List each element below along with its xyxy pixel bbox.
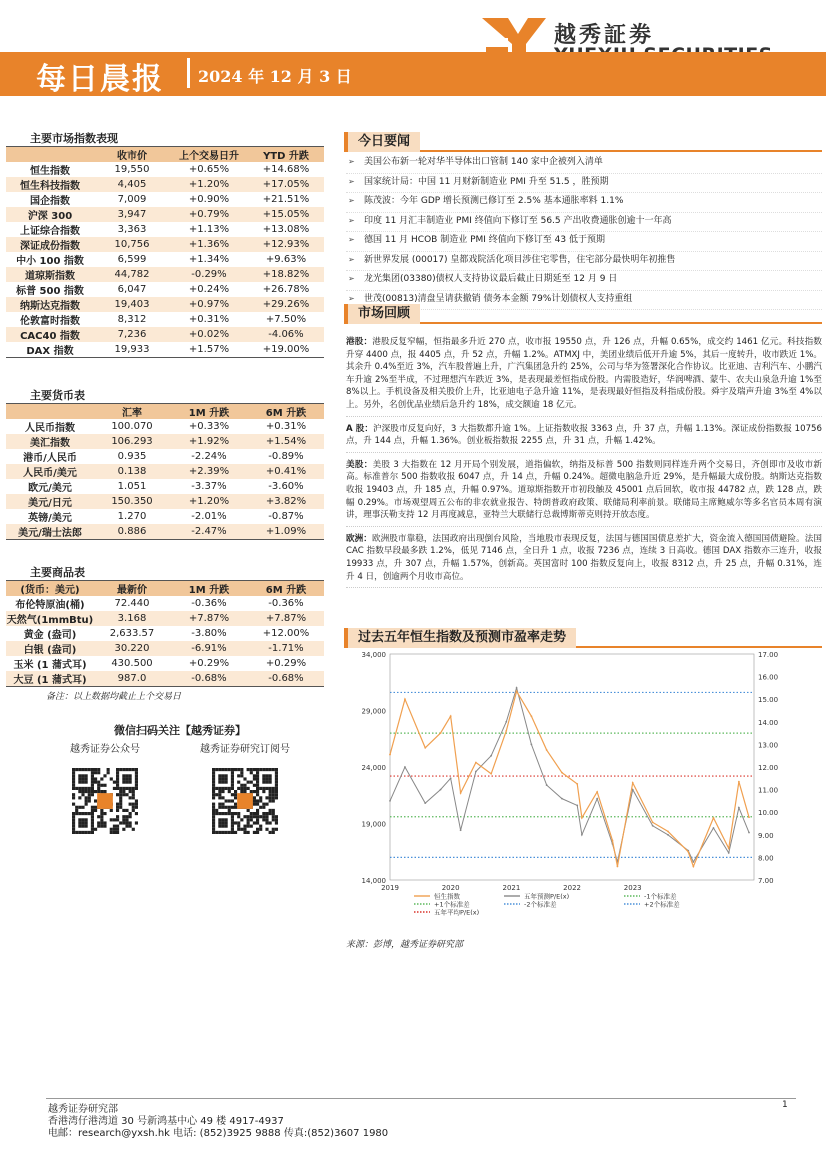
table-row <box>6 312 324 327</box>
cell-value: +21.51% <box>262 194 310 205</box>
cell-value: -1.71% <box>248 641 324 656</box>
table-row <box>6 641 324 656</box>
hsi-series-line-point <box>475 762 477 764</box>
chart-title: 过去五年恒生指数及预测市盈率走势 <box>344 628 576 648</box>
row-label: 白银 (盎司) <box>6 641 94 656</box>
review-text: 欧洲股市靠稳，法国政府出现倒台风险，当地股市表现反复，法国与德国国债息差扩大，资金流入德国国债避险。法国 CAC 指数早段最多跌 1.2%，低见 7146 点，全日升 1 点，收报 7236 点，连续 3 日高收。德国 DAX 指数亦三连升，收报 19933 点，升 307 点，升幅 1.57%，创新高。英国富时 100 指数反复向上，收报 8312 点，升 25 点，升幅 0.31%，连升 4 日，创逾两个月收市高位。 <box>346 533 822 582</box>
cell-value: +17.05% <box>248 177 324 192</box>
row-label: 伦敦富时指数 <box>20 316 80 327</box>
table-row <box>6 297 324 312</box>
cell-value: 8,312 <box>117 314 147 325</box>
table-row <box>6 449 324 464</box>
cell-value: 3,947 <box>94 207 170 222</box>
row-label: 美元/日元 <box>6 494 94 509</box>
pe-series-line-point <box>404 766 406 768</box>
cell-value: 19,403 <box>94 297 170 312</box>
table-note: 备注：以上数据均截止上个交易日 <box>46 692 182 702</box>
qr-section-title: 微信扫码关注【越秀证券】 <box>114 724 246 737</box>
review-title: 市场回顾 <box>344 304 420 324</box>
cell-value: -2.01% <box>191 511 227 522</box>
y-right-tick-label: 9.00 <box>758 831 774 840</box>
footer-contact: 电邮：research@yxsh.hk 电话: (852)3925 9888 传真:(852)3607 1980 <box>48 1128 389 1139</box>
hsi-series-line-point <box>460 792 462 794</box>
table-row <box>6 207 324 222</box>
cell-value: +0.41% <box>248 464 324 479</box>
column-header: (货币：美元) <box>6 581 94 597</box>
pe-series-line-point <box>490 755 492 757</box>
pe-series-line-point <box>692 861 694 863</box>
review-header <box>344 304 822 324</box>
hsi-series-line-point <box>713 817 715 819</box>
hsi-series-line-point <box>687 851 689 853</box>
row-label: 布伦特原油(桶) <box>15 600 85 611</box>
table-row <box>6 464 324 479</box>
chart-source: 来源：彭博，越秀证券研究部 <box>346 940 464 950</box>
cell-value: +1.36% <box>170 237 248 252</box>
commodity-table-title: 主要商品表 <box>30 566 85 579</box>
review-text: 沪深股市反复向好，3 大指数都升逾 1%。上证指数收报 3363 点，升 37 点，升幅 1.13%。深证成份指数报 10756 点，升 144 点，升幅 1.36%。创业板指数报 2255 点，升 31 点，升幅 1.42%。 <box>346 423 822 447</box>
news-list <box>346 154 822 310</box>
column-header: 6M 升跌 <box>248 404 324 420</box>
y-right-tick-label: 15.00 <box>758 696 779 705</box>
table-row <box>6 611 324 626</box>
pe-series-line-point <box>596 798 598 800</box>
pe-series-line-point <box>450 777 452 779</box>
cell-value: -2.24% <box>191 451 227 462</box>
x-tick-label: 2020 <box>441 884 460 892</box>
y-right-tick-label: 17.00 <box>758 651 779 659</box>
table-row <box>6 596 324 611</box>
table-row <box>6 509 324 524</box>
table-row <box>6 671 324 687</box>
legend-label: +2个标准差 <box>644 900 680 909</box>
cell-value: +3.82% <box>248 494 324 509</box>
commodity-table <box>6 580 324 687</box>
cell-value: 0.886 <box>94 524 170 540</box>
footer <box>48 1104 388 1140</box>
hsi-series-line-point <box>612 840 614 842</box>
table-row <box>6 282 324 297</box>
cell-value: +0.29% <box>188 658 230 669</box>
row-label: 人民币/美元 <box>6 464 94 479</box>
cell-value: +0.02% <box>170 327 248 342</box>
y-left-tick-label: 29,000 <box>361 707 386 716</box>
review-label: 美股： <box>346 459 373 470</box>
footer-divider <box>46 1098 796 1099</box>
cell-value: 19,550 <box>114 164 150 175</box>
cell-value: -0.29% <box>170 267 248 282</box>
column-header: 1M 升跌 <box>170 581 248 597</box>
chart-header <box>344 628 822 648</box>
index-table-title: 主要市场指数表现 <box>30 132 118 145</box>
pe-series-line-point <box>713 827 715 829</box>
hsi-series-line-point <box>652 821 654 823</box>
legend-label: 五年平均P/E(x) <box>434 908 480 917</box>
pe-series-line-point <box>652 825 654 827</box>
table-row <box>6 524 324 540</box>
hsi-series-line-point <box>404 698 406 700</box>
news-title: 今日要闻 <box>344 132 420 152</box>
y-left-tick-label: 14,000 <box>361 877 386 885</box>
row-label: 上证综合指数 <box>20 226 80 237</box>
y-right-tick-label: 16.00 <box>758 673 779 682</box>
y-left-tick-label: 19,000 <box>361 820 386 829</box>
cell-value: +1.54% <box>248 434 324 449</box>
row-label: 欧元/美元 <box>28 483 72 494</box>
news-item[interactable]: ➢ 美国公布新一轮对华半导体出口管制 140 家中企被列入清单 <box>346 154 822 174</box>
cell-value: +9.63% <box>265 254 307 265</box>
news-item[interactable]: ➢ 新世界发展 (00017) 皇都戏院活化项目涉住宅零售，住宅部分最快明年初推售 <box>346 252 822 272</box>
cell-value: +1.09% <box>248 524 324 540</box>
cell-value: +15.05% <box>248 207 324 222</box>
y-right-tick-label: 10.00 <box>758 809 779 818</box>
cell-value: +12.00% <box>262 628 310 639</box>
cell-value: 30.220 <box>94 641 170 656</box>
cell-value: 10,756 <box>94 237 170 252</box>
pe-series-line-point <box>576 805 578 807</box>
review-label: 港股： <box>346 337 373 347</box>
cell-value: 3,363 <box>117 224 147 235</box>
news-item[interactable]: ➢ 龙光集团(03380)债权人支持协议最后截止日期延至 12 月 9 日 <box>346 271 822 291</box>
table-row <box>6 494 324 509</box>
row-label: 国企指数 <box>30 196 70 207</box>
cell-value: 7,009 <box>117 194 147 205</box>
column-header: 收市价 <box>94 147 170 163</box>
hsi-series-line-point <box>581 817 583 819</box>
row-label: 纳斯达克指数 <box>6 297 94 312</box>
column-header <box>6 404 94 420</box>
cell-value: 987.0 <box>94 671 170 687</box>
cell-value: -3.60% <box>268 481 304 492</box>
hsi-series-line-point <box>450 715 452 717</box>
table-row <box>6 342 324 358</box>
cell-value: +26.78% <box>262 284 310 295</box>
hsi-series-line-point <box>561 772 563 774</box>
title-separator <box>187 58 190 88</box>
review-paragraph <box>346 459 822 527</box>
row-label: 美元/瑞士法郎 <box>6 524 94 540</box>
fx-table-title: 主要货币表 <box>30 389 85 402</box>
fx-table <box>6 403 324 540</box>
hsi-series-line-point <box>632 782 634 784</box>
row-label: 深证成份指数 <box>6 237 94 252</box>
y-right-tick-label: 11.00 <box>758 786 779 795</box>
table-row <box>6 267 324 282</box>
cell-value: 1.051 <box>117 481 147 492</box>
hsi-series-line-point <box>546 749 548 751</box>
cell-value: +0.79% <box>170 207 248 222</box>
cell-value: +14.68% <box>262 164 310 175</box>
table-row <box>6 434 324 449</box>
x-tick-label: 2023 <box>623 884 642 892</box>
cell-value: 100.070 <box>111 421 153 432</box>
pe-series-line-point <box>667 834 669 836</box>
cell-value: +0.31% <box>265 421 307 432</box>
row-label: 天然气(1mmBtu) <box>6 611 94 626</box>
y-right-tick-label: 12.00 <box>758 764 779 772</box>
cell-value: -0.68% <box>248 671 324 687</box>
legend-label: -1个标准差 <box>644 892 677 901</box>
pe-series-line-point <box>581 834 583 836</box>
pe-series-line-point <box>728 852 730 854</box>
x-tick-label: 2021 <box>502 884 521 892</box>
column-header: 汇率 <box>94 404 170 420</box>
x-tick-label: 2022 <box>563 884 581 892</box>
table-row <box>6 237 324 252</box>
cell-value: +0.97% <box>170 297 248 312</box>
cell-value: -3.37% <box>191 481 227 492</box>
legend-label: -2个标准差 <box>524 900 557 909</box>
hsi-series-line-point <box>596 791 598 793</box>
cell-value: -0.89% <box>268 451 304 462</box>
cell-value: -3.80% <box>191 628 227 639</box>
cell-value: 0.935 <box>117 451 147 462</box>
row-label: 人民币指数 <box>25 423 75 434</box>
cell-value: -0.36% <box>268 598 304 609</box>
table-row <box>6 177 324 192</box>
cell-value: +0.31% <box>188 314 230 325</box>
x-tick-label: 2019 <box>381 884 399 892</box>
hsi-series-line-point <box>667 831 669 833</box>
column-header: 最新价 <box>94 581 170 597</box>
cell-value: 1.270 <box>117 511 147 522</box>
pe-series-line-point <box>505 721 507 723</box>
pe-series-line-point <box>440 789 442 791</box>
page-number: 1 <box>782 1100 788 1110</box>
news-item[interactable]: ➢ 国家统计局：中国 11 月财新制造业 PMI 升至 51.5 ，胜预期 <box>346 174 822 194</box>
cell-value: +0.33% <box>188 421 230 432</box>
legend-label: +1个标准差 <box>434 900 470 909</box>
hsi-series-line-point <box>424 747 426 749</box>
cell-value: +1.57% <box>188 344 230 355</box>
review-text: 港股反复窄幅，恒指最多升近 270 点，收市报 19550 点，升 126 点，升幅 0.65%，成交约 1461 亿元。科技指数升穿 4400 点，报 4405 点，升 52 点，升幅 1.2%。ATMXJ 中，美团业绩后低开升逾 5%，其后一度转升，收市跌近 1%。其余升 0.4%至近 3%，汽车股普遍上升，广汽集团急升约 25%，公司与华为签署深化合作协议。比亚迪、吉利汽车、小鹏汽车升逾 2%至半成，不过理想汽车跌近 3%，是表现最差恒指成份股。内需股造好，华润啤酒、蒙牛、农夫山泉急升逾 1%至 8%以上。手机设备及相关股价上升，比亚迪电子急升逾 11%，是表现最好恒指及科指成份股。舜宇及瑞声升逾 3%至 4%以上。另外，名创优品业绩后急升约 18%，成交额逾 18 亿元。 <box>346 337 822 410</box>
cell-value: +1.20% <box>170 494 248 509</box>
news-item[interactable]: ➢ 德国 11 月 HCOB 制造业 PMI 终值向下修订至 43 低于预期 <box>346 232 822 252</box>
cell-value: 3.168 <box>94 611 170 626</box>
pe-series-line-point <box>475 771 477 773</box>
hsi-series-line-point <box>389 754 391 756</box>
cell-value: -0.36% <box>191 598 227 609</box>
cell-value: +1.20% <box>170 177 248 192</box>
pe-series-line-point <box>748 832 750 834</box>
row-label: 大豆 (1 蒲式耳) <box>6 671 94 687</box>
header-band <box>0 52 826 96</box>
cell-value: +7.87% <box>170 611 248 626</box>
cell-value: +18.82% <box>248 267 324 282</box>
review-label: A 股： <box>346 423 373 434</box>
pe-series-line-point <box>530 744 532 746</box>
news-header <box>344 132 822 152</box>
cell-value: -2.47% <box>170 524 248 540</box>
y-right-tick-label: 13.00 <box>758 741 779 750</box>
news-item[interactable]: ➢ 世茂(00813)清盘呈请获撤销 债务本金额 79%计划债权人支持重组 <box>346 291 822 311</box>
hsi-pe-chart <box>344 650 822 928</box>
cell-value: +13.08% <box>262 224 310 235</box>
row-label: 中小 100 指数 <box>16 256 84 267</box>
hsi-series-line-point <box>505 730 507 732</box>
row-label: 标普 500 指数 <box>16 286 84 297</box>
column-header <box>6 147 94 163</box>
table-row <box>6 626 324 641</box>
hsi-series-line-point <box>440 732 442 734</box>
column-header: 1M 升跌 <box>170 404 248 420</box>
table-row <box>6 479 324 494</box>
cell-value: +1.13% <box>188 224 230 235</box>
logo-chinese-name: 越秀証劵 <box>554 23 655 48</box>
hsi-series-line-point <box>516 690 518 692</box>
report-title: 每日晨报 <box>36 62 164 97</box>
pe-series-line-point <box>424 802 426 804</box>
pe-series-line-point <box>460 829 462 831</box>
table-row <box>6 656 324 671</box>
table-row <box>6 222 324 237</box>
commodity-table-section <box>6 566 324 702</box>
row-label: 沪深 300 <box>6 207 94 222</box>
footer-address: 香港湾仔港湾道 30 号新鸿基中心 49 楼 4917-4937 <box>48 1116 284 1127</box>
table-row <box>6 327 324 342</box>
cell-value: +7.50% <box>265 314 307 325</box>
row-label: 美汇指数 <box>6 434 94 449</box>
table-row <box>6 162 324 177</box>
column-header: YTD 升跌 <box>248 147 324 163</box>
cell-value: 72.440 <box>114 598 150 609</box>
column-header: 上个交易日升 <box>170 147 248 163</box>
y-left-tick-label: 34,000 <box>361 651 386 659</box>
cell-value: 0.138 <box>94 464 170 479</box>
review-body <box>346 336 822 594</box>
hsi-series-line-point <box>617 866 619 868</box>
report-date: 2024 年 12 月 3 日 <box>198 67 352 86</box>
cell-value: 7,236 <box>94 327 170 342</box>
row-label: 英镑/美元 <box>28 513 72 524</box>
hsi-series-line-point <box>490 773 492 775</box>
hsi-series-line-point <box>738 781 740 783</box>
table-row <box>6 252 324 267</box>
cell-value: 430.500 <box>111 658 153 669</box>
cell-value: -6.91% <box>170 641 248 656</box>
row-label: 黄金 (盎司) <box>23 630 77 641</box>
cell-value: +0.65% <box>188 164 230 175</box>
y-right-tick-label: 7.00 <box>758 877 774 885</box>
y-left-tick-label: 24,000 <box>361 764 386 772</box>
column-header: 6M 升跌 <box>248 581 324 597</box>
news-item[interactable]: ➢ 印度 11 月汇丰制造业 PMI 终值向下修订至 56.5 产出收费通胀创逾十一年高 <box>346 213 822 233</box>
cell-value: -0.68% <box>170 671 248 687</box>
cell-value: 6,047 <box>117 284 147 295</box>
review-label: 欧洲： <box>346 533 372 544</box>
footer-dept: 越秀证券研究部 <box>48 1104 118 1115</box>
cell-value: +1.34% <box>188 254 230 265</box>
pe-series-line <box>390 688 749 862</box>
hsi-series-line-point <box>692 866 694 868</box>
cell-value: 150.350 <box>94 494 170 509</box>
row-label: CAC40 指数 <box>6 327 94 342</box>
cell-value: -4.06% <box>248 327 324 342</box>
cell-value: +0.29% <box>265 658 307 669</box>
cell-value: 19,933 <box>114 344 150 355</box>
row-label: 恒生指数 <box>30 166 70 177</box>
index-table <box>6 146 324 358</box>
legend-label: 五年预测P/E(x) <box>524 892 570 901</box>
y-right-tick-label: 8.00 <box>758 854 774 863</box>
row-label: DAX 指数 <box>26 346 74 357</box>
hsi-series-line-point <box>748 816 750 818</box>
review-paragraph <box>346 423 822 453</box>
cell-value: +2.39% <box>170 464 248 479</box>
cell-value: +29.26% <box>248 297 324 312</box>
qr-code-icon[interactable] <box>72 768 138 834</box>
cell-value: +7.87% <box>248 611 324 626</box>
row-label: 港币/人民币 <box>23 453 77 464</box>
pe-series-line-point <box>389 800 391 802</box>
table-row <box>6 419 324 434</box>
qr-left-label: 越秀证券公众号 <box>70 744 140 755</box>
cell-value: -0.87% <box>268 511 304 522</box>
review-paragraph <box>346 336 822 417</box>
hsi-series-line-point <box>576 783 578 785</box>
cell-value: 106.293 <box>94 434 170 449</box>
pe-series-line-point <box>546 784 548 786</box>
cell-value: +1.92% <box>170 434 248 449</box>
pe-series-line-point <box>516 687 518 689</box>
legend-label: 恒生指数 <box>434 892 460 901</box>
cell-value: 4,405 <box>94 177 170 192</box>
cell-value: 2,633.57 <box>109 628 155 639</box>
cell-value: +12.93% <box>248 237 324 252</box>
pe-series-line-point <box>738 807 740 809</box>
plot-frame <box>390 654 754 880</box>
hsi-series-line-point <box>728 847 730 849</box>
hsi-series-line <box>390 691 749 866</box>
hsi-series-line-point <box>530 715 532 717</box>
review-text: 美股 3 大指数在 12 月开局个别发展，道指偏软，纳指及标普 500 指数则同样连升两个交易日，齐创即市及收市新高。标准普尔 500 指数收报 6047 点，升 14 点，升幅 0.24%。超微电脑急升近 29%，是升幅最大成份股。纳斯达克指数收报 19403 点，升 185 点，升幅 0.97%。道琼斯指数开市初段触及 45001 点后回软，收市报 44782 点，跌 128 点，跌幅 0.29%。市场观望周五公布的非农就业报告、特朗普政府政策、联储局利率前景。联储局主席鲍威尔等多名官员本周有演讲，理事沃勒支持 12 月再度减息，亚特兰大联储行总裁博斯蒂克则持开放态度。 <box>346 459 822 521</box>
cell-value: +0.24% <box>188 284 230 295</box>
row-label: 道琼斯指数 <box>6 267 94 282</box>
cell-value: +19.00% <box>262 344 310 355</box>
row-label: 玉米 (1 蒲式耳) <box>13 660 87 671</box>
qr-right-label: 越秀证券研究订阅号 <box>200 744 290 755</box>
index-table-section <box>6 132 324 358</box>
row-label: 恒生科技指数 <box>6 177 94 192</box>
review-paragraph <box>346 533 822 588</box>
fx-table-section <box>6 389 324 540</box>
y-right-tick-label: 14.00 <box>758 718 779 727</box>
cell-value: +0.90% <box>188 194 230 205</box>
qr-code-icon[interactable] <box>212 768 278 834</box>
cell-value: 6,599 <box>117 254 147 265</box>
table-row <box>6 192 324 207</box>
pe-series-line-point <box>561 798 563 800</box>
news-item[interactable]: ➢ 陈茂波：今年 GDP 增长预测已修订至 2.5% 基本通胀率料 1.1% <box>346 193 822 213</box>
cell-value: 44,782 <box>94 267 170 282</box>
